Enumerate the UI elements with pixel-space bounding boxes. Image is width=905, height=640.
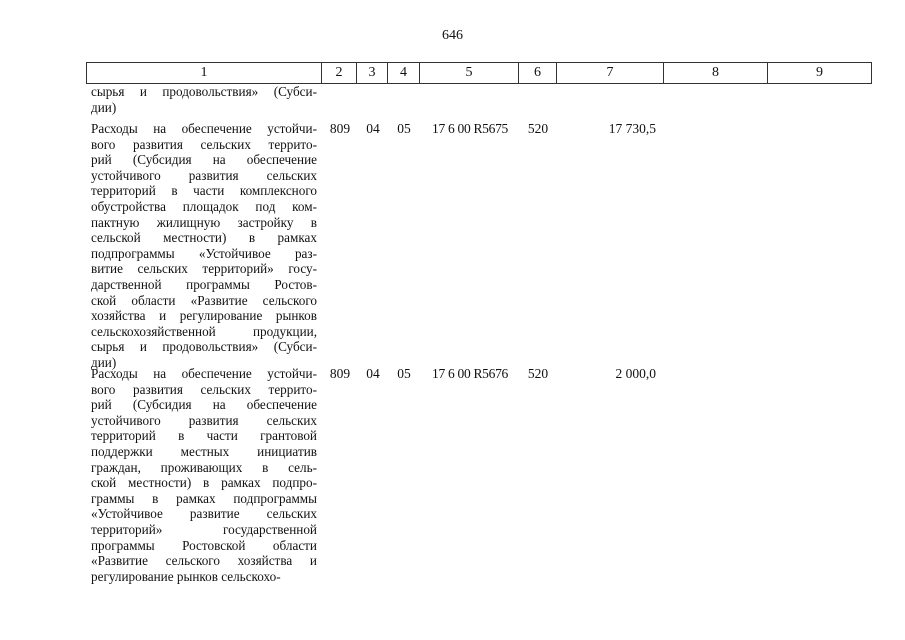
row-2-col-2: 809 (329, 366, 351, 381)
row-2-col-3: 04 (366, 366, 380, 381)
description-line: витие сельских территорий» госу- (91, 261, 317, 277)
row-2-col-6: 520 (527, 366, 549, 381)
description-line: рий (Субсидия на обеспечение (91, 152, 317, 168)
column-header-3: 3 (357, 63, 388, 84)
continuation-line: дии) (91, 99, 117, 115)
description-line: устойчивого развития сельских (91, 412, 317, 428)
description-line: граммы в рамках подпрограммы (91, 490, 317, 506)
description-line: подпрограммы «Устойчивое раз- (91, 245, 317, 261)
column-header-row (87, 63, 872, 84)
description-line: Расходы на обеспечение устойчи- (91, 366, 317, 381)
column-header-7: 7 (557, 63, 664, 84)
description-line: территорий» государственной (91, 521, 317, 537)
description-line: поддержки местных инициатив (91, 443, 317, 459)
column-header-1: 1 (87, 63, 322, 84)
row-1-description (91, 121, 317, 371)
description-line: вого развития сельских террито- (91, 136, 317, 152)
column-header-6: 6 (519, 63, 557, 84)
column-header-5: 5 (420, 63, 519, 84)
column-header-9: 9 (768, 63, 872, 84)
row-2-col-7: 2 000,0 (615, 366, 656, 381)
description-line: устойчивого развития сельских (91, 167, 317, 183)
column-header-8: 8 (664, 63, 768, 84)
description-line: территорий в части грантовой (91, 428, 317, 444)
description-line: хозяйства и регулирование рынков (91, 308, 317, 324)
row-2-col-4: 05 (397, 366, 411, 381)
description-line: обустройства площадок под ком- (91, 198, 317, 214)
description-line: сельской местности) в рамках (91, 230, 317, 246)
row-2-col-5: 17 6 00 R5676 (432, 366, 508, 381)
row-2-description (91, 366, 317, 584)
row-1-col-6: 520 (527, 121, 549, 136)
description-line: вого развития сельских террито- (91, 381, 317, 397)
continuation-text (91, 84, 317, 115)
description-line: сельскохозяйственной продукции, (91, 323, 317, 339)
description-line: рий (Субсидия на обеспечение (91, 397, 317, 413)
description-line: «Развитие сельского хозяйства и (91, 553, 317, 569)
description-line: ской области «Развитие сельского (91, 292, 317, 308)
description-line: программы Ростовской области (91, 537, 317, 553)
row-1-col-7: 17 730,5 (608, 121, 656, 136)
row-1-col-4: 05 (397, 121, 411, 136)
row-1-col-2: 809 (329, 121, 351, 136)
column-header-4: 4 (388, 63, 420, 84)
description-line: сырья и продовольствия» (Субси- (91, 339, 317, 355)
description-line: Расходы на обеспечение устойчи- (91, 121, 317, 136)
description-line: территорий в части комплексного (91, 183, 317, 199)
description-line: регулирование рынков сельскохо- (91, 568, 281, 584)
description-line: дарственной программы Ростов- (91, 276, 317, 292)
description-line: дии) (91, 354, 117, 370)
page-number: 646 (442, 28, 463, 43)
description-line: «Устойчивое развитие сельских (91, 506, 317, 522)
description-line: граждан, проживающих в сель- (91, 459, 317, 475)
description-line: пактную жилищную застройку в (91, 214, 317, 230)
description-line: ской местности) в рамках подпро- (91, 475, 317, 491)
column-header-table (86, 62, 872, 84)
continuation-line: сырья и продовольствия» (Субси- (91, 84, 317, 99)
column-header-2: 2 (322, 63, 357, 84)
row-1-col-3: 04 (366, 121, 380, 136)
row-1-col-5: 17 6 00 R5675 (432, 121, 508, 136)
